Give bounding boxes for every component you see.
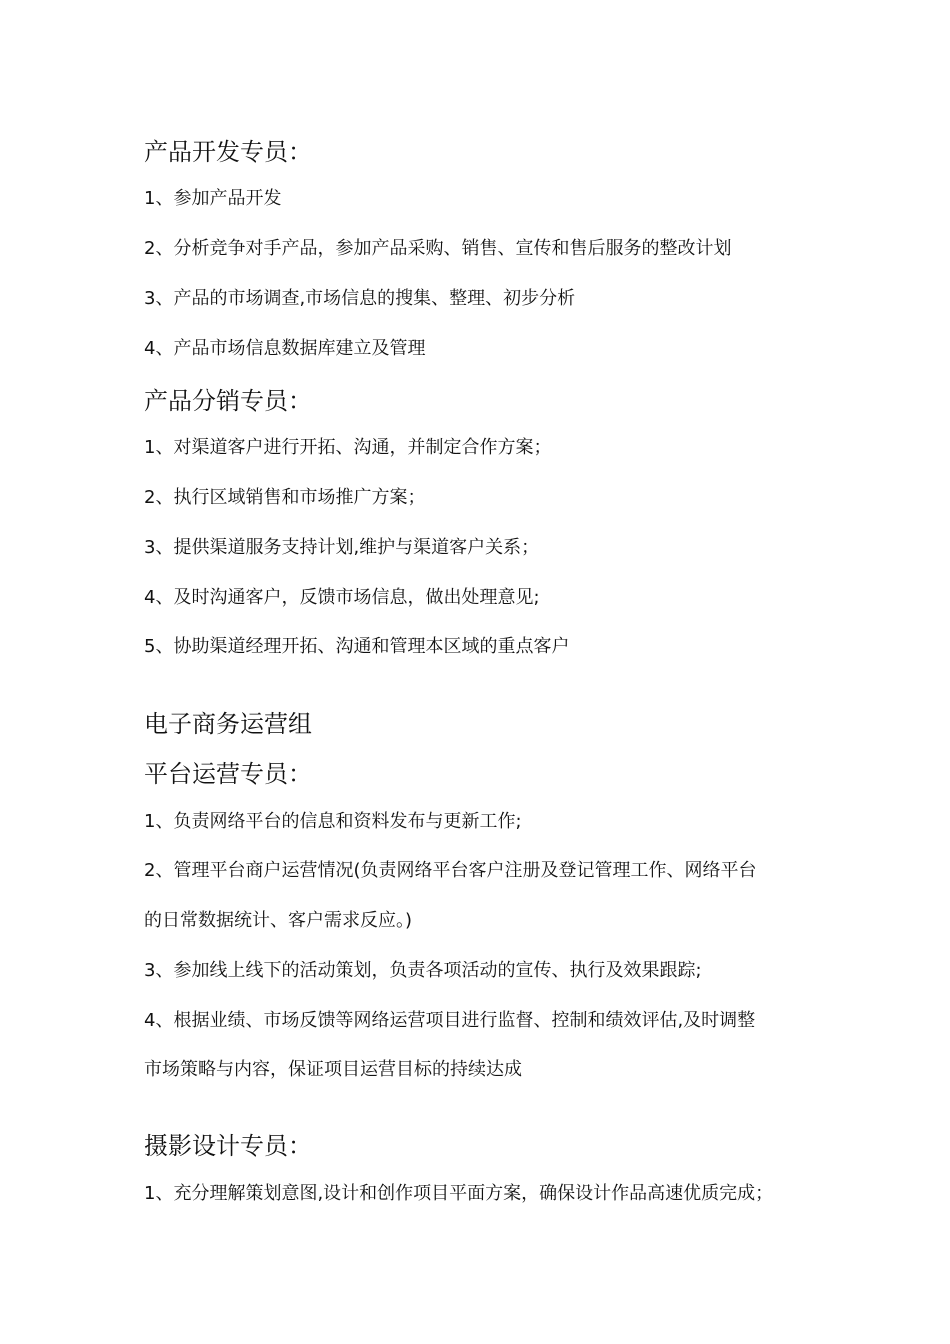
list-item: 1、对渠道客户进行开拓、沟通，并制定合作方案； [144,437,552,458]
group-title: 电子商务运营组 [144,710,312,738]
list-item: 3、参加线上线下的活动策划，负责各项活动的宣传、执行及效果跟踪; [144,960,702,981]
list-item: 1、负责网络平台的信息和资料发布与更新工作; [144,811,522,832]
list-item: 5、协助渠道经理开拓、沟通和管理本区域的重点客户 [144,636,570,657]
list-item: 4、及时沟通客户，反馈市场信息，做出处理意见; [144,587,540,608]
list-item-continuation: 市场策略与内容，保证项目运营目标的持续达成 [144,1059,522,1080]
section-heading-platform-operations: 平台运营专员： [144,760,312,788]
section-heading-photography-design: 摄影设计专员： [144,1132,312,1160]
list-item: 2、管理平台商户运营情况(负责网络平台客户注册及登记管理工作、网络平台 [144,860,757,881]
list-item-continuation: 的日常数据统计、客户需求反应。) [144,910,413,931]
list-item: 4、产品市场信息数据库建立及管理 [144,338,426,359]
list-item: 3、提供渠道服务支持计划,维护与渠道客户关系； [144,537,540,558]
list-item: 3、产品的市场调查,市场信息的搜集、整理、初步分析 [144,288,576,309]
section-heading-product-distribution: 产品分销专员： [144,387,312,415]
list-item: 1、充分理解策划意图,设计和创作项目平面方案，确保设计作品高速优质完成； [144,1183,774,1204]
section-heading-product-development: 产品开发专员： [144,138,312,166]
list-item: 4、根据业绩、市场反馈等网络运营项目进行监督、控制和绩效评估,及时调整 [144,1010,756,1031]
list-item: 2、分析竞争对手产品，参加产品采购、销售、宣传和售后服务的整改计划 [144,238,732,259]
list-item: 2、执行区域销售和市场推广方案； [144,487,426,508]
list-item: 1、参加产品开发 [144,188,282,209]
